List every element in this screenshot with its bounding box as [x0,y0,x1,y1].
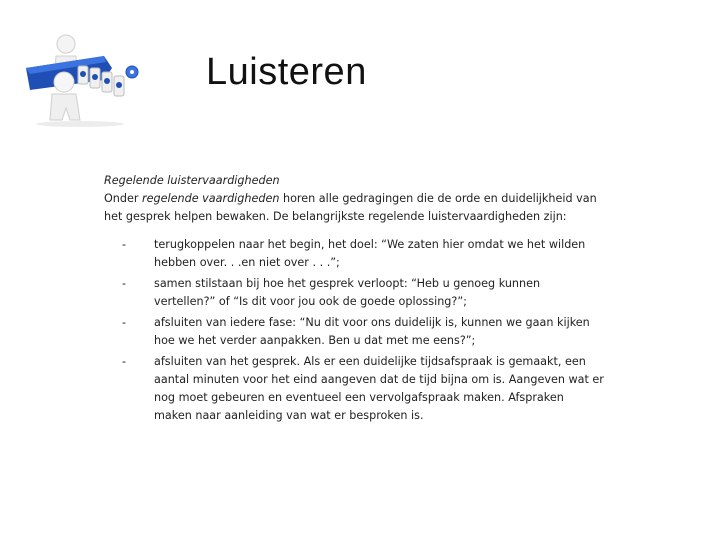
bullet-dash: - [122,316,127,329]
intro-text: horen alle gedragingen die de orde en duidelijkheid van het gesprek helpen bewaken. De belangrijkste regelende luistervaardigheden zijn: [104,192,597,223]
teamwork-logo-icon [20,28,145,128]
list-item-text: samen stilstaan bij hoe het gesprek verloopt: “Heb u genoeg kunnen vertellen?” of “Is dit voor jou ook de goede oplossing?”; [154,277,541,308]
intro-paragraph [104,190,604,226]
slide-title: Luisteren [206,51,367,93]
skills-list [104,236,604,425]
list-item-text: afsluiten van het gesprek. Als er een duidelijke tijdsafspraak is gemaakt, een aantal minuten voor het eind aangeven dat de tijd bijna om is. Aangeven wat er nog moet gebeuren en eventueel een vervolgafspraak maken. Afspraken maken naar aanleiding van wat er besproken is. [154,355,604,422]
list-item-text: afsluiten van iedere fase: “Nu dit voor ons duidelijk is, kunnen we gaan kijken hoe we het verder aanpakken. Ben u dat met me eens?”; [154,316,590,347]
section-heading: Regelende luistervaardigheden [104,174,280,187]
list-item [104,314,604,350]
bullet-dash: - [122,355,127,368]
bullet-dash: - [122,238,127,251]
text-content [104,172,604,428]
intro-text: Onder [104,192,143,205]
intro-emphasis: regelende vaardigheden [142,192,280,205]
list-item [104,275,604,311]
list-item [104,236,604,272]
list-item [104,353,604,425]
bullet-dash: - [122,277,127,290]
list-item-text: terugkoppelen naar het begin, het doel: “We zaten hier omdat we het wilden hebben over. . .en niet over . . .”; [154,238,586,269]
